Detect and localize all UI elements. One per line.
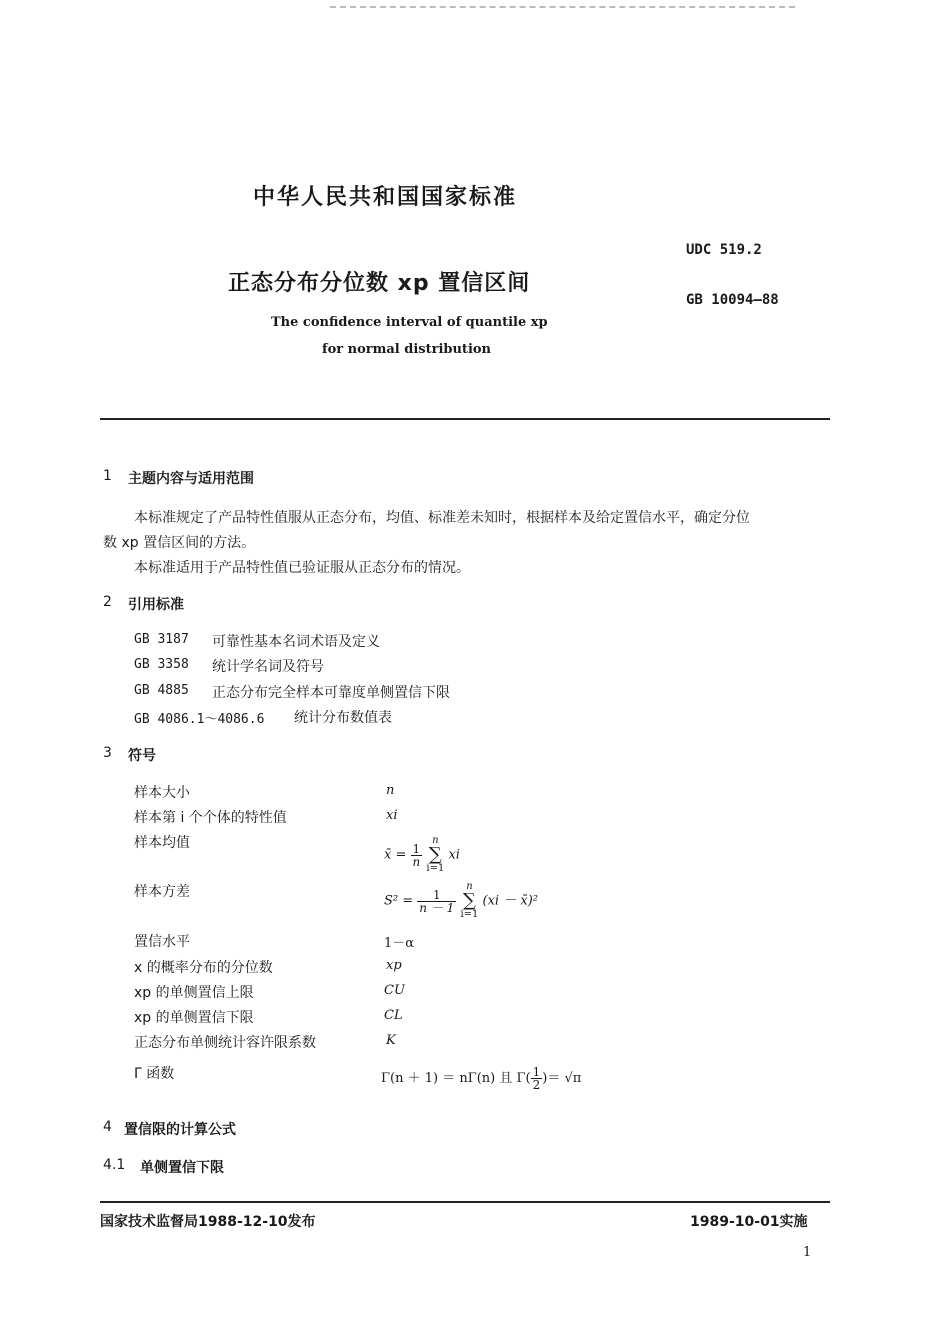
mean-fraction bbox=[411, 843, 423, 868]
var-frac-num: 1 bbox=[417, 889, 456, 902]
var-lhs: S² = bbox=[384, 893, 414, 909]
udc-code: UDC 519.2 bbox=[686, 242, 762, 258]
ref-code: GB 3358 bbox=[134, 657, 189, 672]
var-term: (xi － x̄)² bbox=[482, 893, 538, 909]
ref-name: 正态分布完全样本可靠度单侧置信下限 bbox=[212, 685, 450, 701]
symbol-desc: 样本第 i 个个体的特性值 bbox=[134, 810, 287, 826]
sum-bottom: i=1 bbox=[460, 909, 479, 920]
symbol-desc: 样本方差 bbox=[134, 884, 190, 900]
doc-title-en-line2: for normal distribution bbox=[322, 342, 491, 357]
header-rule bbox=[100, 418, 830, 420]
var-fraction bbox=[417, 889, 456, 914]
symbol-desc: 样本均值 bbox=[134, 835, 190, 851]
doc-title-cn: 正态分布分位数 xp 置信区间 bbox=[228, 271, 531, 296]
ref-name: 统计分布数值表 bbox=[294, 710, 392, 726]
sum-operator: n ∑ i=1 bbox=[460, 881, 479, 920]
symbol-desc: Γ 函数 bbox=[134, 1066, 175, 1082]
symbol-desc: xp 的单侧置信上限 bbox=[134, 985, 254, 1001]
symbol-value: CL bbox=[384, 1008, 403, 1023]
mean-formula bbox=[384, 836, 460, 874]
mean-frac-den: n bbox=[412, 854, 421, 869]
gb-number: GB 10094—88 bbox=[686, 292, 779, 308]
section1-para1-line1: 本标准规定了产品特性值服从正态分布，均值、标准差未知时，根据样本及给定置信水平，确定分位 bbox=[134, 510, 750, 526]
symbol-value: CU bbox=[384, 983, 405, 998]
footer-rule bbox=[100, 1201, 830, 1203]
standard-title: 中华人民共和国国家标准 bbox=[253, 185, 518, 210]
mean-frac-num: 1 bbox=[411, 843, 423, 856]
page-number: 1 bbox=[803, 1245, 812, 1260]
section4-title: 置信限的计算公式 bbox=[124, 1122, 236, 1138]
section3-title: 符号 bbox=[128, 748, 156, 764]
top-scan-border bbox=[330, 6, 795, 8]
half-num: 1 bbox=[532, 1065, 541, 1079]
section2-title: 引用标准 bbox=[128, 597, 184, 613]
section1-para2: 本标准适用于产品特性值已验证服从正态分布的情况。 bbox=[134, 560, 470, 576]
half-den: 2 bbox=[532, 1078, 541, 1092]
symbol-desc: 正态分布单侧统计容许限系数 bbox=[134, 1035, 316, 1051]
ref-name: 统计学名词及符号 bbox=[212, 659, 324, 675]
var-frac-den: n － 1 bbox=[419, 900, 455, 915]
sum-bottom: i=1 bbox=[426, 863, 445, 874]
mean-lhs: x̄ = bbox=[384, 847, 407, 863]
doc-title-en-line1: The confidence interval of quantile xp bbox=[271, 315, 548, 330]
variance-formula bbox=[384, 882, 538, 920]
ref-code: GB 4086.1～4086.6 bbox=[134, 712, 265, 727]
mean-term: xi bbox=[448, 847, 460, 863]
symbol-desc: 置信水平 bbox=[134, 934, 190, 950]
sum-operator: n ∑ i=1 bbox=[426, 835, 445, 874]
symbol-value: xp bbox=[386, 958, 402, 973]
section1-para1-line2: 数 xp 置信区间的方法。 bbox=[103, 535, 256, 551]
symbol-value: K bbox=[386, 1033, 396, 1048]
symbol-value: xi bbox=[386, 808, 398, 823]
gamma-left: Γ(n ＋ 1) ＝ nΓ(n) 且 Γ( bbox=[381, 1071, 531, 1086]
symbol-value: n bbox=[386, 783, 395, 798]
ref-code: GB 4885 bbox=[134, 683, 189, 698]
effective-line: 1989-10-01实施 bbox=[690, 1214, 808, 1230]
subsection-number: 4.1 bbox=[103, 1157, 126, 1173]
sum-top: n bbox=[466, 881, 473, 892]
symbol-value: 1－α bbox=[384, 936, 415, 951]
section1-title: 主题内容与适用范围 bbox=[128, 471, 254, 487]
gamma-right: )＝ √π bbox=[542, 1071, 582, 1086]
symbol-desc: x 的概率分布的分位数 bbox=[134, 960, 273, 976]
sum-top: n bbox=[432, 835, 439, 846]
section4-number: 4 bbox=[103, 1119, 112, 1135]
ref-code: GB 3187 bbox=[134, 632, 189, 647]
symbol-desc: 样本大小 bbox=[134, 785, 190, 801]
issued-line: 国家技术监督局1988-12-10发布 bbox=[100, 1214, 316, 1230]
section1-number: 1 bbox=[103, 468, 112, 484]
ref-name: 可靠性基本名词术语及定义 bbox=[212, 634, 380, 650]
gamma-formula bbox=[381, 1066, 581, 1091]
section2-number: 2 bbox=[103, 594, 112, 610]
section3-number: 3 bbox=[103, 745, 112, 761]
symbol-desc: xp 的单侧置信下限 bbox=[134, 1010, 254, 1026]
half-fraction bbox=[531, 1066, 543, 1091]
subsection-title: 单侧置信下限 bbox=[140, 1160, 224, 1176]
